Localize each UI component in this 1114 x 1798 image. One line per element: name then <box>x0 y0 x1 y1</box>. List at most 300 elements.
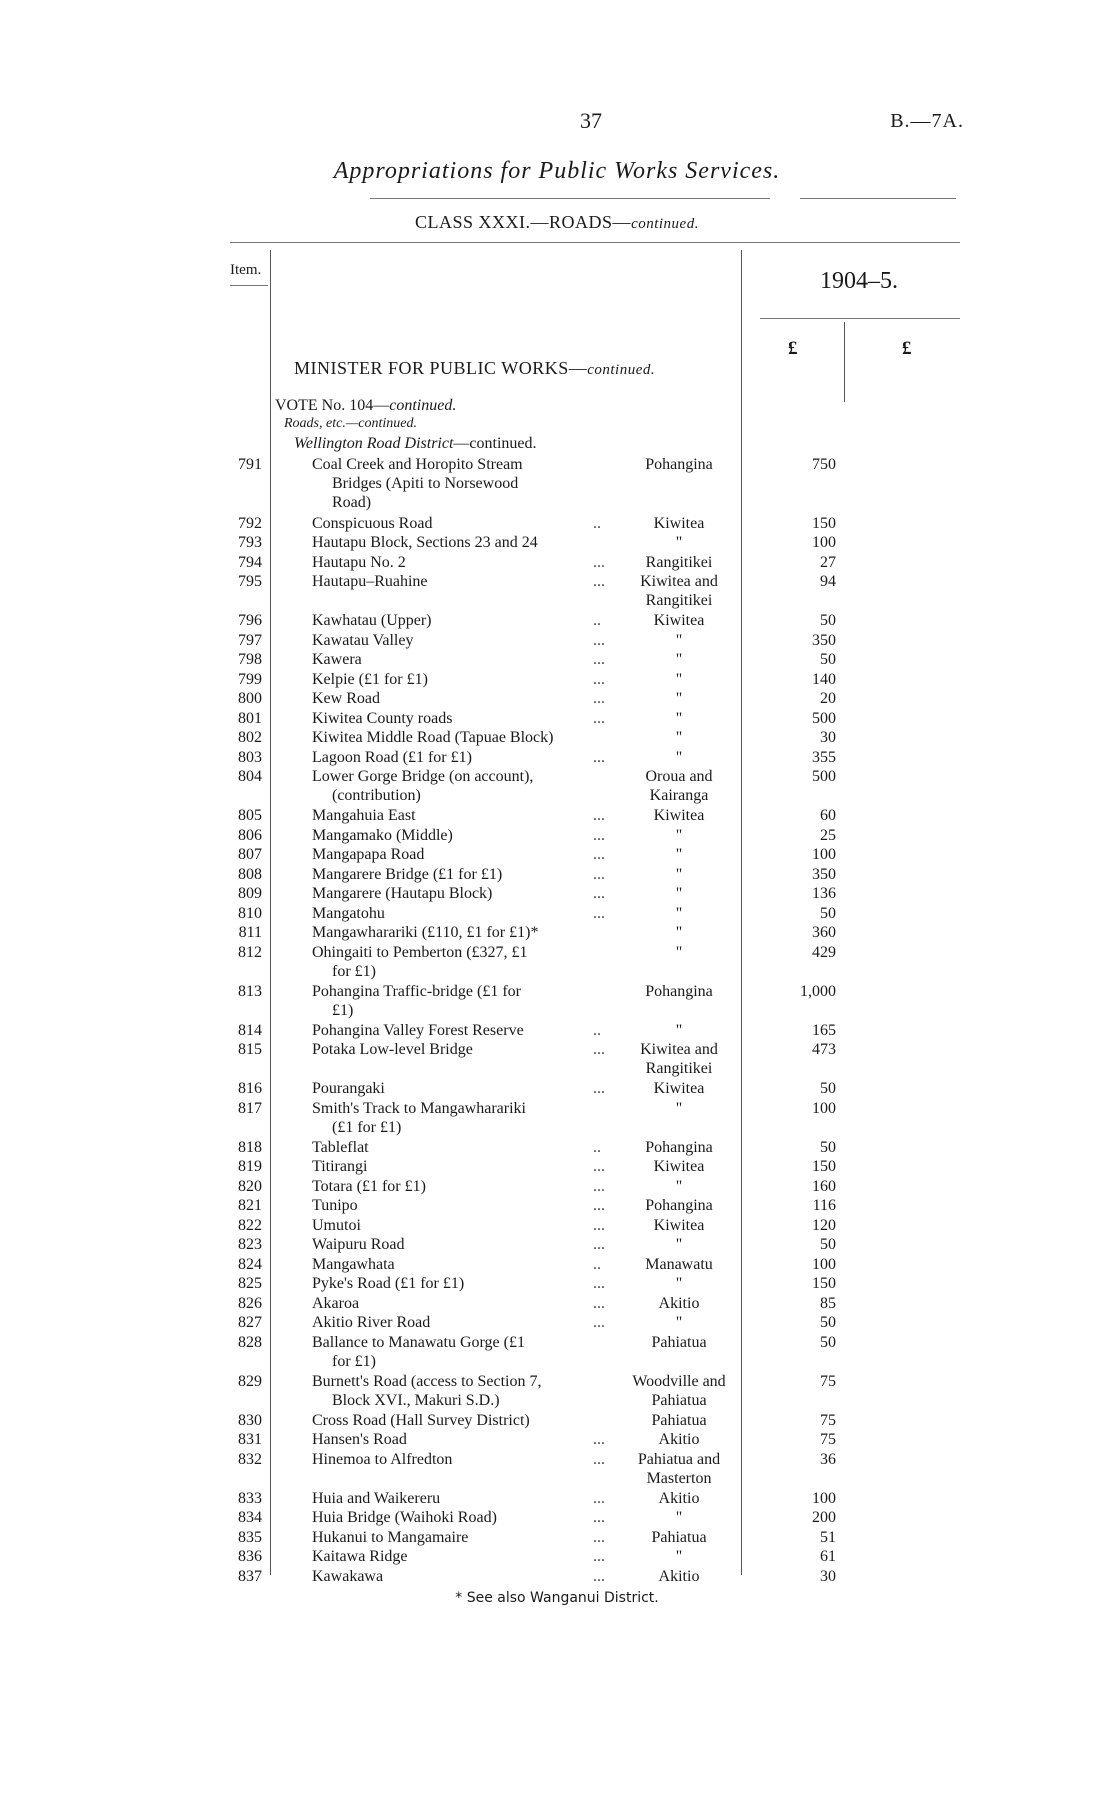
item-description <box>312 1235 612 1254</box>
amount: 50 <box>820 612 836 629</box>
electoral-district <box>616 1450 742 1488</box>
amount: 165 <box>812 1021 836 1039</box>
electoral-district <box>616 1508 742 1527</box>
leader-dots: ... <box>593 1294 605 1312</box>
item-description <box>312 1255 612 1274</box>
amount: 25 <box>820 826 836 844</box>
electoral-district-line: Masterton <box>646 1469 712 1487</box>
electoral-district <box>616 865 742 884</box>
item-description <box>312 1079 612 1098</box>
amount: 36 <box>820 1450 836 1468</box>
item-description <box>312 1157 612 1176</box>
electoral-district <box>616 1547 742 1566</box>
electoral-district-line: " <box>675 1177 683 1195</box>
item-number: 804 <box>238 768 262 785</box>
item-description-line: Kawera <box>312 651 362 668</box>
item-description-line: Huia and Waikereru <box>312 1489 441 1507</box>
item-description <box>312 806 612 825</box>
item-number: 819 <box>238 1158 262 1175</box>
item-description-line: Pohangina Traffic-bridge (£1 for <box>312 982 521 1000</box>
leader-dots: ... <box>593 1216 605 1234</box>
amount: 160 <box>812 1177 836 1195</box>
electoral-district-line: " <box>675 885 683 902</box>
electoral-district <box>616 1157 742 1176</box>
item-description-line: Huia Bridge (Waihoki Road) <box>312 1509 497 1526</box>
class-heading <box>0 212 1114 233</box>
item-description <box>312 1450 612 1469</box>
page-title: Appropriations for Public Works Services. <box>333 158 781 184</box>
class-heading-suffix: continued. <box>631 216 699 232</box>
page-number: 37 <box>580 108 602 133</box>
electoral-district-line: Pahiatua <box>651 1391 707 1409</box>
electoral-district-line: " <box>675 1509 683 1526</box>
item-number: 826 <box>238 1294 262 1312</box>
leader-dots: ... <box>593 1275 605 1292</box>
electoral-district <box>616 1235 742 1254</box>
electoral-district-line: Pahiatua <box>651 1333 707 1351</box>
leader-dots: ... <box>593 573 605 590</box>
amount: 100 <box>812 1099 836 1117</box>
electoral-district <box>616 1079 742 1098</box>
item-description <box>312 1040 612 1059</box>
minister-heading <box>294 358 655 379</box>
district-heading <box>294 435 537 453</box>
item-number: 816 <box>238 1080 262 1097</box>
leader-dots: ... <box>593 1567 605 1585</box>
electoral-district-line: Pahiatua <box>651 1528 707 1546</box>
item-description <box>312 572 612 591</box>
amount: 150 <box>812 514 836 532</box>
amount: 75 <box>820 1431 836 1448</box>
item-number: 823 <box>238 1236 262 1253</box>
item-description <box>312 943 612 981</box>
item-description-line: Hukanui to Mangamaire <box>312 1528 469 1546</box>
item-description-line: Kiwitea County roads <box>312 709 453 727</box>
item-description <box>312 884 612 903</box>
electoral-district <box>616 689 742 708</box>
amount: 350 <box>812 631 836 649</box>
electoral-district <box>616 728 742 747</box>
item-description-line: Hautapu Block, Sections 23 and 24 <box>312 534 538 551</box>
item-number: 791 <box>238 456 262 473</box>
leader-dots: ... <box>593 651 605 668</box>
item-description <box>312 514 612 533</box>
item-description <box>312 904 612 923</box>
electoral-district <box>616 826 742 845</box>
item-number: 828 <box>238 1333 262 1351</box>
item-description-line: Cross Road (Hall Survey District) <box>312 1411 530 1429</box>
item-description-line: Hautapu No. 2 <box>312 553 406 571</box>
item-description-line: Mangarere Bridge (£1 for £1) <box>312 865 503 883</box>
electoral-district-line: Pohangina <box>645 982 713 1000</box>
leader-dots: .. <box>593 1021 601 1039</box>
item-number: 807 <box>238 846 262 863</box>
item-description <box>312 767 612 805</box>
item-description <box>312 845 612 864</box>
vote-heading-main: VOTE No. 104— <box>275 397 390 414</box>
item-number: 813 <box>238 982 262 1000</box>
item-description <box>312 923 612 942</box>
amount: 50 <box>820 904 836 922</box>
item-description <box>312 1489 612 1508</box>
amount: 20 <box>820 690 836 707</box>
amount: 355 <box>812 748 836 766</box>
electoral-district-line: Woodville and <box>632 1372 726 1390</box>
item-description <box>312 1411 612 1430</box>
electoral-district-line: Kairanga <box>649 787 709 804</box>
electoral-district <box>616 1430 742 1449</box>
item-number: 827 <box>238 1314 262 1331</box>
electoral-district <box>616 1313 742 1332</box>
electoral-district <box>616 650 742 669</box>
leader-dots: ... <box>593 631 605 649</box>
item-description <box>312 631 612 650</box>
item-description-line: Kawakawa <box>312 1567 384 1585</box>
electoral-district-line: Kiwitea <box>653 612 705 629</box>
electoral-district-line: Manawatu <box>645 1255 713 1273</box>
electoral-district-line: " <box>675 670 683 688</box>
amount: 473 <box>812 1041 836 1058</box>
amount: 1,000 <box>800 982 836 1000</box>
item-number: 830 <box>238 1411 262 1429</box>
electoral-district-line: " <box>675 690 683 707</box>
electoral-district <box>616 806 742 825</box>
title-rule <box>370 198 770 199</box>
item-number: 801 <box>238 709 262 727</box>
item-number: 836 <box>238 1548 262 1565</box>
item-description-line: Mangahuia East <box>312 807 416 824</box>
amount: 429 <box>812 943 836 961</box>
item-number: 805 <box>238 807 262 824</box>
electoral-district-line: Akitio <box>658 1489 700 1507</box>
electoral-district-line: Akitio <box>658 1431 700 1448</box>
electoral-district-line: Rangitikei <box>645 553 713 571</box>
electoral-district <box>616 982 742 1001</box>
electoral-district <box>616 1099 742 1118</box>
electoral-district <box>616 1489 742 1508</box>
leader-dots: .. <box>593 612 601 629</box>
item-number: 808 <box>238 865 262 883</box>
item-number: 811 <box>238 924 262 941</box>
item-description-line: Mangamako (Middle) <box>312 826 453 844</box>
electoral-district <box>616 845 742 864</box>
item-number: 833 <box>238 1489 262 1507</box>
electoral-district <box>616 1333 742 1352</box>
electoral-district-line: " <box>675 709 683 727</box>
item-number: 829 <box>238 1372 262 1390</box>
amount: 116 <box>812 1197 836 1214</box>
leader-dots: ... <box>593 1314 605 1331</box>
amount: 350 <box>812 865 836 883</box>
item-description <box>312 709 612 728</box>
item-description-line: Kew Road <box>312 690 380 707</box>
electoral-district-line: " <box>675 729 683 746</box>
item-number: 810 <box>238 904 262 922</box>
item-description <box>312 1021 612 1040</box>
item-description-line: Hansen's Road <box>312 1431 407 1448</box>
electoral-district <box>616 923 742 942</box>
amount: 136 <box>812 885 836 902</box>
electoral-district-line: " <box>675 865 683 883</box>
electoral-district-line: Pahiatua and <box>637 1450 721 1468</box>
electoral-district <box>616 514 742 533</box>
leader-dots: ... <box>593 885 605 902</box>
item-number: 799 <box>238 670 262 688</box>
electoral-district <box>616 1021 742 1040</box>
amount: 140 <box>812 670 836 688</box>
item-description-line: Waipuru Road <box>312 1236 405 1253</box>
electoral-district-line: " <box>675 846 683 863</box>
minister-heading-suffix: continued. <box>587 362 656 378</box>
amount: 100 <box>812 846 836 863</box>
electoral-district-line: Pohangina <box>645 456 713 473</box>
item-number: 821 <box>238 1197 262 1214</box>
vote-heading <box>275 397 456 415</box>
footnote: * See also Wanganui District. <box>455 1590 659 1606</box>
item-description-line: Lower Gorge Bridge (on account), <box>312 768 534 785</box>
item-description <box>312 455 612 512</box>
item-number: 817 <box>238 1099 262 1117</box>
pound-column-1: £ <box>788 338 798 359</box>
item-description-line: Conspicuous Road <box>312 514 433 532</box>
item-number: 834 <box>238 1509 262 1526</box>
item-number: 812 <box>238 943 262 961</box>
item-description <box>312 728 612 747</box>
item-description-line: Titirangi <box>312 1158 368 1175</box>
title-rule-right <box>800 198 956 199</box>
leader-dots: .. <box>593 1255 601 1273</box>
amount: 60 <box>820 807 836 824</box>
item-description-line: Pohangina Valley Forest Reserve <box>312 1021 524 1039</box>
electoral-district-line: " <box>675 904 683 922</box>
electoral-district <box>616 748 742 767</box>
item-description-line: Mangarere (Hautapu Block) <box>312 885 493 902</box>
item-description-line: Mangatohu <box>312 904 385 922</box>
item-description-line: Kawatau Valley <box>312 631 414 649</box>
electoral-district-line: " <box>675 748 683 766</box>
leader-dots: .. <box>593 514 601 532</box>
amount: 50 <box>820 1080 836 1097</box>
electoral-district-line: Pohangina <box>645 1138 713 1156</box>
item-number: 825 <box>238 1275 262 1292</box>
leader-dots: ... <box>593 1548 605 1565</box>
item-header-rule <box>230 285 268 286</box>
item-description-line: Kelpie (£1 for £1) <box>312 670 428 688</box>
item-description <box>312 1099 612 1137</box>
item-number: 800 <box>238 690 262 707</box>
electoral-district-line: Akitio <box>658 1567 700 1585</box>
amount: 85 <box>820 1294 836 1312</box>
leader-dots: ... <box>593 1450 605 1468</box>
leader-dots: ... <box>593 1489 605 1507</box>
item-description-line: Lagoon Road (£1 for £1) <box>312 748 472 766</box>
electoral-district-line: Oroua and <box>645 768 713 785</box>
leader-dots: ... <box>593 826 605 844</box>
item-number: 815 <box>238 1041 262 1058</box>
item-description-line: Pourangaki <box>312 1080 385 1097</box>
item-description <box>312 1294 612 1313</box>
item-number: 831 <box>238 1431 262 1448</box>
item-description <box>312 533 612 552</box>
electoral-district-line: Pahiatua <box>651 1411 707 1429</box>
leader-dots: ... <box>593 553 605 571</box>
electoral-district <box>616 1255 742 1274</box>
leader-dots: ... <box>593 1080 605 1097</box>
item-number: 818 <box>238 1138 262 1156</box>
item-description-line: Kiwitea Middle Road (Tapuae Block) <box>312 729 554 746</box>
item-description <box>312 1216 612 1235</box>
electoral-district-line: " <box>675 1099 683 1117</box>
leader-dots: ... <box>593 748 605 766</box>
electoral-district <box>616 1372 742 1410</box>
electoral-district <box>616 1177 742 1196</box>
leader-dots: ... <box>593 690 605 707</box>
item-description-line: Potaka Low-level Bridge <box>312 1041 473 1058</box>
item-description-line: Road) <box>332 494 372 511</box>
electoral-district-line: " <box>675 943 683 961</box>
amount: 500 <box>812 709 836 727</box>
electoral-district-line: Kiwitea <box>653 1080 705 1097</box>
amount: 51 <box>820 1528 836 1546</box>
electoral-district <box>616 709 742 728</box>
electoral-district-line: " <box>675 1548 683 1565</box>
electoral-district-line: Kiwitea <box>653 1158 705 1175</box>
amount: 500 <box>812 768 836 785</box>
item-description <box>312 1313 612 1332</box>
amount: 150 <box>812 1158 836 1175</box>
leader-dots: ... <box>593 1509 605 1526</box>
table-top-rule <box>230 242 960 243</box>
item-description <box>312 1177 612 1196</box>
item-number: 796 <box>238 612 262 629</box>
item-description-line: Coal Creek and Horopito Stream <box>312 456 523 473</box>
electoral-district <box>616 767 742 805</box>
amount: 94 <box>820 573 836 590</box>
leader-dots: ... <box>593 846 605 863</box>
electoral-district <box>616 553 742 572</box>
item-description-line: Tunipo <box>312 1197 358 1214</box>
amount: 50 <box>820 651 836 668</box>
item-number: 820 <box>238 1177 262 1195</box>
item-description-line: Totara (£1 for £1) <box>312 1177 426 1195</box>
electoral-district-line: " <box>675 1314 683 1331</box>
item-description <box>312 1274 612 1293</box>
electoral-district-line: Kiwitea <box>653 1216 705 1234</box>
electoral-district <box>616 572 742 610</box>
item-description-line: Akitio River Road <box>312 1314 431 1331</box>
item-number: 824 <box>238 1255 262 1273</box>
electoral-district <box>616 1274 742 1293</box>
item-column-header: Item. <box>230 262 262 278</box>
amount: 200 <box>812 1509 836 1526</box>
class-heading-main: CLASS XXXI.—ROADS— <box>415 212 632 232</box>
item-number: 835 <box>238 1528 262 1546</box>
district-heading-main: Wellington Road District <box>294 435 454 452</box>
amount: 75 <box>820 1372 836 1390</box>
electoral-district <box>616 884 742 903</box>
electoral-district-line: " <box>675 651 683 668</box>
leader-dots: ... <box>593 904 605 922</box>
item-number: 802 <box>238 729 262 746</box>
item-number: 803 <box>238 748 262 766</box>
electoral-district <box>616 611 742 630</box>
electoral-district <box>616 455 742 474</box>
electoral-district-line: Kiwitea and <box>640 573 718 590</box>
leader-dots: ... <box>593 807 605 824</box>
item-description <box>312 1567 612 1586</box>
item-description-line: (£1 for £1) <box>332 1118 402 1136</box>
leader-dots: ... <box>593 1041 605 1058</box>
electoral-district <box>616 631 742 650</box>
item-description <box>312 650 612 669</box>
item-description-line: for £1) <box>332 1352 376 1370</box>
leader-dots: ... <box>593 1197 605 1214</box>
electoral-district-line: Akitio <box>658 1294 700 1312</box>
item-description-line: Akaroa <box>312 1294 360 1312</box>
item-description <box>312 1196 612 1215</box>
item-description-line: (contribution) <box>332 787 421 804</box>
item-description-line: Hinemoa to Alfredton <box>312 1450 453 1468</box>
item-description <box>312 670 612 689</box>
electoral-district-line: " <box>675 924 683 941</box>
item-number: 814 <box>238 1021 262 1039</box>
item-number: 793 <box>238 534 262 551</box>
electoral-district-line: " <box>675 1021 683 1039</box>
item-description <box>312 1333 612 1371</box>
amount: 50 <box>820 1333 836 1351</box>
item-description <box>312 1508 612 1527</box>
district-heading-suffix: —continued. <box>453 435 537 452</box>
item-description-line: Ohingaiti to Pemberton (£327, £1 <box>312 943 528 961</box>
item-number: 806 <box>238 826 262 844</box>
electoral-district-line: " <box>675 1236 683 1253</box>
electoral-district <box>616 1567 742 1586</box>
item-description-line: Pyke's Road (£1 for £1) <box>312 1275 465 1292</box>
electoral-district-line: " <box>675 534 683 551</box>
amount: 30 <box>820 729 836 746</box>
amount: 100 <box>812 534 836 551</box>
electoral-district-line: Kiwitea <box>653 514 705 532</box>
electoral-district-line: Rangitikei <box>645 1060 713 1077</box>
item-description <box>312 826 612 845</box>
amount: 75 <box>820 1411 836 1429</box>
item-description <box>312 982 612 1020</box>
item-description-line: Mangawhata <box>312 1255 395 1273</box>
year-rule <box>760 318 960 319</box>
amount: 750 <box>812 456 836 473</box>
electoral-district-line: Kiwitea <box>653 807 705 824</box>
item-description <box>312 689 612 708</box>
item-description-line: Mangawharariki (£110, £1 for £1)* <box>312 924 539 941</box>
electoral-district <box>616 533 742 552</box>
item-number: 809 <box>238 885 262 902</box>
item-description <box>312 1528 612 1547</box>
item-number: 837 <box>238 1567 262 1585</box>
electoral-district-line: Rangitikei <box>645 592 713 609</box>
item-description <box>312 865 612 884</box>
item-number: 797 <box>238 631 262 649</box>
leader-dots: ... <box>593 670 605 688</box>
item-column-rule <box>270 250 271 1575</box>
leader-dots: .. <box>593 1138 601 1156</box>
item-description-line: Burnett's Road (access to Section 7, <box>312 1372 542 1390</box>
item-description <box>312 553 612 572</box>
item-description <box>312 611 612 630</box>
item-description <box>312 1138 612 1157</box>
electoral-district-line: " <box>675 1275 683 1292</box>
item-description-line: Bridges (Apiti to Norsewood <box>332 475 519 492</box>
item-description <box>312 1547 612 1566</box>
